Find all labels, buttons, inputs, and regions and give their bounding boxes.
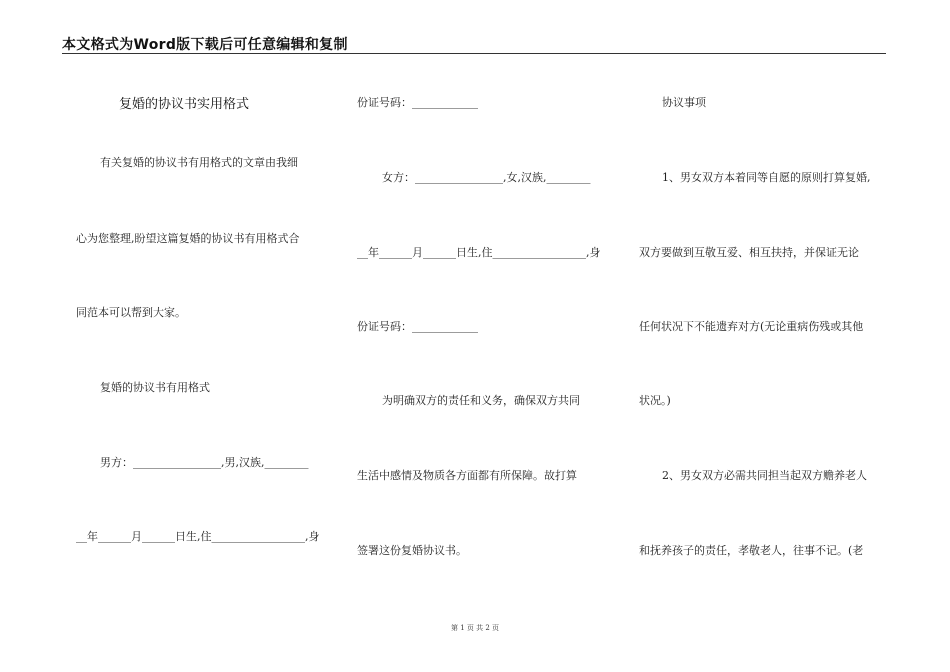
text-line: 1、男女双方本着同等自愿的原则打算复婚, bbox=[662, 171, 871, 184]
text-line: __年______月______日生,住_________________,身 bbox=[76, 530, 320, 543]
text-line: 份证号码：____________ bbox=[357, 96, 478, 109]
page-header: 本文格式为Word版下载后可任意编辑和复制 bbox=[62, 37, 348, 53]
text-line: 2、男女双方必需共同担当起双方赡养老人 bbox=[662, 469, 867, 482]
text-line: 女方：________________,女,汉族,________ bbox=[382, 171, 591, 184]
section-heading: 协议事项 bbox=[662, 96, 706, 109]
text-line: 心为您整理,盼望这篇复婚的协议书有用格式合 bbox=[76, 232, 300, 245]
text-line: 男方：________________,男,汉族,________ bbox=[100, 456, 309, 469]
text-line: 生活中感情及物质各方面都有所保障。故打算 bbox=[357, 469, 577, 482]
text-line: __年______月______日生,住_________________,身 bbox=[357, 246, 601, 259]
text-line: 复婚的协议书有用格式 bbox=[100, 381, 210, 394]
doc-title: 复婚的协议书实用格式 bbox=[119, 97, 250, 112]
text-line: 同范本可以帮到大家。 bbox=[76, 306, 186, 319]
page-footer: 第 1 页 共 2 页 bbox=[450, 624, 500, 632]
header-rule bbox=[62, 53, 886, 54]
text-line: 签署这份复婚协议书。 bbox=[357, 544, 467, 557]
text-line: 状况。) bbox=[639, 394, 671, 407]
text-line: 有关复婚的协议书有用格式的文章由我细 bbox=[100, 156, 298, 169]
text-line: 任何状况下不能遗弃对方(无论重病伤残或其他 bbox=[639, 320, 864, 333]
text-line: 为明确双方的责任和义务，确保双方共同 bbox=[382, 394, 580, 407]
text-line: 份证号码：____________ bbox=[357, 320, 478, 333]
text-line: 双方要做到互敬互爱、相互扶持，并保证无论 bbox=[639, 246, 859, 259]
text-line: 和抚养孩子的责任，孝敬老人，往事不记。(老 bbox=[639, 544, 864, 557]
